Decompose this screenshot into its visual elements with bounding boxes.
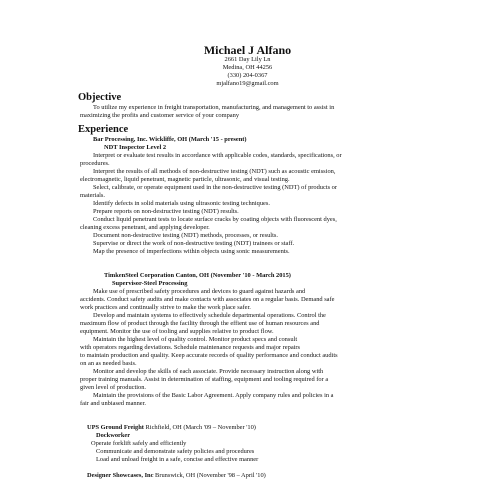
job-line: given level of production. xyxy=(80,384,147,391)
job-line: Communicate and demonstrate safety policies and procedures xyxy=(96,448,255,455)
job-line: Monitor and develop the skills of each associate. Provide necessary instruction along with xyxy=(93,368,324,375)
job-line: work practices and continually strive to make the work place safer. xyxy=(80,304,251,311)
job-line: on an as needed basis. xyxy=(80,360,137,367)
job-line: materials. xyxy=(80,192,106,199)
job-line: with operators regarding deviations. Schedule maintenance requests and major repairs xyxy=(80,344,301,351)
email-link[interactable]: mjalfano19@gmail.com xyxy=(216,80,279,87)
job-line: to maintain production and quality. Keep accurate records of quality performance and conduct audits xyxy=(80,352,338,359)
job-line: Interpret the results of all methods of non-destructive testing (NDT) such as acoustic emission, xyxy=(93,168,336,175)
job-line: fair and unbiased manner. xyxy=(80,400,147,407)
job-line: Prepare reports on non-destructive testing (NDT) results. xyxy=(93,208,239,215)
job-line: cleaning excess penetrant, and applying developer. xyxy=(80,224,210,231)
job-line: equipment. Monitor the use of tooling and supplies relative to product flow. xyxy=(80,328,274,335)
job-line: Conduct liquid penetrant tests to locate surface cracks by coating objects with fluorescent dyes, xyxy=(93,216,337,223)
job-company: Bar Processing, Inc. Wickliffe, OH (March '15 - present) xyxy=(93,136,247,143)
job-location: Brunswick, OH (November '98 – April '10) xyxy=(153,472,266,479)
objective-line: maximizing the profits and customer service of your company xyxy=(80,112,240,119)
job-line: Make use of prescribed safety procedures and devices to guard against hazards and xyxy=(93,288,306,295)
job-line: Interpret or evaluate test results in accordance with applicable codes, standards, specifications, or xyxy=(93,152,342,159)
job-line: electromagnetic, liquid penetrant, magnetic particle, ultrasonic, and visual testing. xyxy=(80,176,290,183)
objective-heading: Objective xyxy=(78,92,122,103)
job-line: Document non-destructive testing (NDT) methods, processes, or results. xyxy=(93,232,278,239)
job-line: procedures. xyxy=(80,160,110,167)
job-line: Develop and maintain systems to effectively schedule departmental operations. Control the xyxy=(93,312,326,319)
job-line: accidents. Conduct safety audits and make contacts with associates on a regular basis. Demand safe xyxy=(80,296,335,303)
job-company: Designer Showcases, Inc xyxy=(87,472,154,479)
job-title: Supervisor-Steel Processing xyxy=(112,280,188,287)
job-line: Maintain the provisions of the Basic Labor Agreement. Apply company rules and policies in a xyxy=(93,392,334,399)
job-header xyxy=(87,472,266,480)
job-company: UPS Ground Freight xyxy=(87,424,144,431)
job-company: TimkenSteel Corporation Canton, OH (November '10 - March 2015) xyxy=(104,272,291,279)
job-line: maximum flow of product through the facility through the effient use of human resources and xyxy=(80,320,320,327)
job-line: Select, calibrate, or operate equipment used in the non-destructive testing (NDT) of products or xyxy=(93,184,338,191)
job-line: Operate forklift safely and efficiently xyxy=(91,440,187,447)
phone-line: (330) 204-0367 xyxy=(227,72,268,79)
job-line: Identify defects in solid materials using ultrasonic testing techniques. xyxy=(93,200,270,207)
job-title: NDT Inspector Level 2 xyxy=(104,144,167,151)
objective-line: To utilize my experience in freight transportation, manufacturing, and management to assist in xyxy=(93,104,335,111)
city-line: Medina, OH 44256 xyxy=(222,64,273,71)
experience-heading: Experience xyxy=(78,124,129,135)
job-line: Load and unload freight in a safe, concise and effective manner xyxy=(96,456,259,463)
job-line: Supervise or direct the work of non-destructive testing (NDT) trainees or staff. xyxy=(93,240,295,247)
job-line: Maintain the highest level of quality control. Monitor product specs and consult xyxy=(93,336,298,343)
candidate-name: Michael J Alfano xyxy=(203,43,292,57)
job-location: Richfield, OH (March '09 – November '10) xyxy=(143,424,256,431)
job-line: proper training manuals. Assist in determination of staffing, equipment and tooling required for a xyxy=(80,376,329,383)
address-line: 2661 Day Lily Ln xyxy=(224,56,271,63)
job-title: Dockworker xyxy=(96,432,131,439)
job-line: Map the presence of imperfections within objects using sonic measurements. xyxy=(93,248,290,255)
